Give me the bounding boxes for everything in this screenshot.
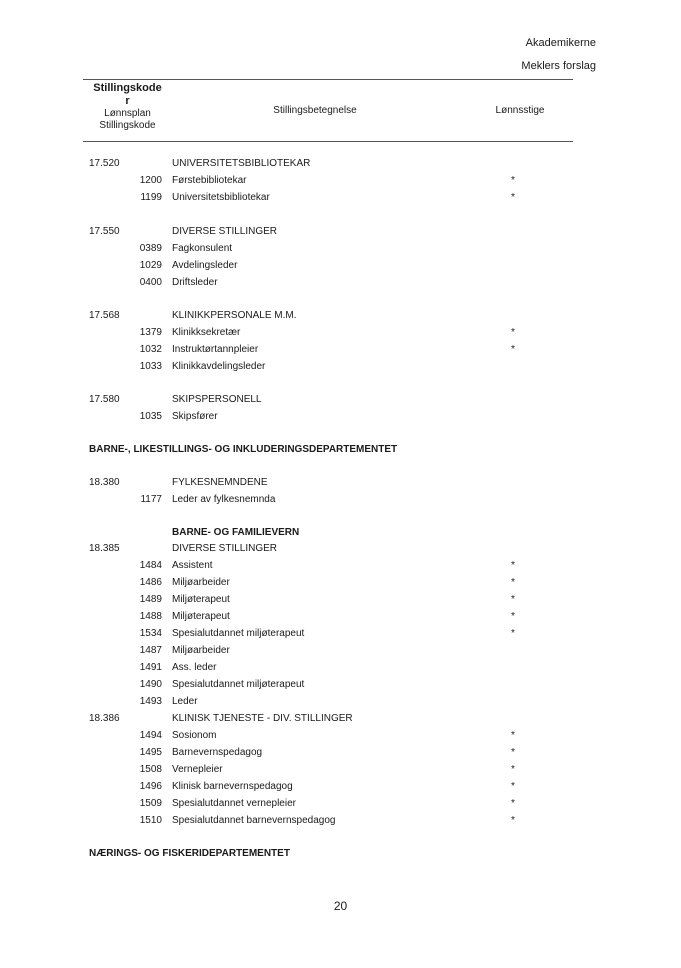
position-subcode: 1200 bbox=[139, 175, 162, 186]
scale-marker: * bbox=[511, 730, 515, 741]
position-subcode: 1489 bbox=[139, 594, 162, 605]
position-title: Miljøterapeut bbox=[172, 611, 230, 622]
position-subcode: 1494 bbox=[139, 730, 162, 741]
page-number: 20 bbox=[333, 899, 348, 913]
position-subcode: 1508 bbox=[139, 764, 162, 775]
code-sub-1: Lønnsplan bbox=[104, 108, 151, 119]
column-header-code bbox=[85, 82, 170, 132]
position-title: Ass. leder bbox=[172, 662, 217, 673]
position-subcode: 1493 bbox=[139, 696, 162, 707]
position-subcode: 1033 bbox=[139, 361, 162, 372]
scale-marker: * bbox=[511, 192, 515, 203]
position-subcode: 1496 bbox=[139, 781, 162, 792]
department-heading: BARNE-, LIKESTILLINGS- OG INKLUDERINGSDEPARTEMENTET bbox=[89, 444, 398, 455]
position-group-title: UNIVERSITETSBIBLIOTEKAR bbox=[172, 158, 311, 169]
position-code: 17.550 bbox=[89, 226, 120, 237]
position-group-title: KLINISK TJENESTE - DIV. STILLINGER bbox=[172, 713, 353, 724]
position-title: Avdelingsleder bbox=[172, 260, 238, 271]
scale-marker: * bbox=[511, 815, 515, 826]
position-subcode: 1029 bbox=[139, 260, 162, 271]
department-heading: NÆRINGS- OG FISKERIDEPARTEMENTET bbox=[89, 848, 290, 859]
position-title: Fagkonsulent bbox=[172, 243, 233, 254]
position-group-title: DIVERSE STILLINGER bbox=[172, 543, 278, 554]
header-bottom-rule bbox=[83, 141, 573, 142]
position-subcode: 0389 bbox=[139, 243, 162, 254]
position-title: Assistent bbox=[172, 560, 213, 571]
position-subcode: 1032 bbox=[139, 344, 162, 355]
position-code: 18.385 bbox=[89, 543, 120, 554]
position-title: Klinikkavdelingsleder bbox=[172, 361, 266, 372]
code-sub-2: Stillingskode bbox=[99, 120, 156, 131]
position-group-title: KLINIKKPERSONALE M.M. bbox=[172, 310, 297, 321]
scale-marker: * bbox=[511, 747, 515, 758]
position-title: Leder av fylkesnemnda bbox=[172, 494, 276, 505]
position-code: 17.580 bbox=[89, 394, 120, 405]
position-code: 18.380 bbox=[89, 477, 120, 488]
scale-marker: * bbox=[511, 175, 515, 186]
position-title: Universitetsbibliotekar bbox=[172, 192, 270, 203]
position-group-title: DIVERSE STILLINGER bbox=[172, 226, 278, 237]
scale-marker: * bbox=[511, 594, 515, 605]
scale-marker: * bbox=[511, 798, 515, 809]
position-subcode: 1534 bbox=[139, 628, 162, 639]
header-top-rule bbox=[83, 79, 573, 80]
code-title-2: r bbox=[125, 95, 130, 107]
scale-marker: * bbox=[511, 764, 515, 775]
position-subcode: 1484 bbox=[139, 560, 162, 571]
position-subcode: 1035 bbox=[139, 411, 162, 422]
position-code: 17.520 bbox=[89, 158, 120, 169]
position-title: Klinisk barnevernspedagog bbox=[172, 781, 293, 792]
scale-marker: * bbox=[511, 628, 515, 639]
position-title: Skipsfører bbox=[172, 411, 218, 422]
position-subcode: 1509 bbox=[139, 798, 162, 809]
position-title: Instruktørtannpleier bbox=[172, 344, 259, 355]
header-proposal: Meklers forslag bbox=[521, 60, 596, 72]
position-code: 18.386 bbox=[89, 713, 120, 724]
position-title: Vernepleier bbox=[172, 764, 223, 775]
position-title: Sosionom bbox=[172, 730, 217, 741]
position-code: 17.568 bbox=[89, 310, 120, 321]
position-subcode: 1510 bbox=[139, 815, 162, 826]
position-title: Klinikksekretær bbox=[172, 327, 241, 338]
position-subcode: 1488 bbox=[139, 611, 162, 622]
position-title: Miljøterapeut bbox=[172, 594, 230, 605]
column-header-designation: Stillingsbetegnelse bbox=[273, 105, 357, 116]
position-title: Miljøarbeider bbox=[172, 645, 230, 656]
position-group-title: FYLKESNEMNDENE bbox=[172, 477, 268, 488]
header-org: Akademikerne bbox=[525, 37, 596, 49]
position-title: Barnevernspedagog bbox=[172, 747, 263, 758]
code-title-1: Stillingskode bbox=[93, 82, 162, 94]
scale-marker: * bbox=[511, 577, 515, 588]
position-subcode: 1487 bbox=[139, 645, 162, 656]
position-subcode: 1379 bbox=[139, 327, 162, 338]
column-header-scale: Lønnsstige bbox=[495, 105, 545, 116]
scale-marker: * bbox=[511, 327, 515, 338]
category-heading: BARNE- OG FAMILIEVERN bbox=[172, 527, 300, 538]
scale-marker: * bbox=[511, 344, 515, 355]
position-title: Spesialutdannet miljøterapeut bbox=[172, 628, 305, 639]
position-subcode: 1486 bbox=[139, 577, 162, 588]
position-subcode: 0400 bbox=[139, 277, 162, 288]
scale-marker: * bbox=[511, 781, 515, 792]
position-title: Spesialutdannet vernepleier bbox=[172, 798, 296, 809]
position-subcode: 1491 bbox=[139, 662, 162, 673]
scale-marker: * bbox=[511, 611, 515, 622]
position-title: Spesialutdannet barnevernspedagog bbox=[172, 815, 336, 826]
scale-marker: * bbox=[511, 560, 515, 571]
position-group-title: SKIPSPERSONELL bbox=[172, 394, 262, 405]
position-title: Driftsleder bbox=[172, 277, 218, 288]
position-subcode: 1495 bbox=[139, 747, 162, 758]
position-title: Førstebibliotekar bbox=[172, 175, 247, 186]
position-subcode: 1199 bbox=[140, 192, 162, 203]
position-subcode: 1177 bbox=[140, 494, 162, 505]
position-title: Miljøarbeider bbox=[172, 577, 230, 588]
position-title: Leder bbox=[172, 696, 198, 707]
position-subcode: 1490 bbox=[139, 679, 162, 690]
position-title: Spesialutdannet miljøterapeut bbox=[172, 679, 305, 690]
